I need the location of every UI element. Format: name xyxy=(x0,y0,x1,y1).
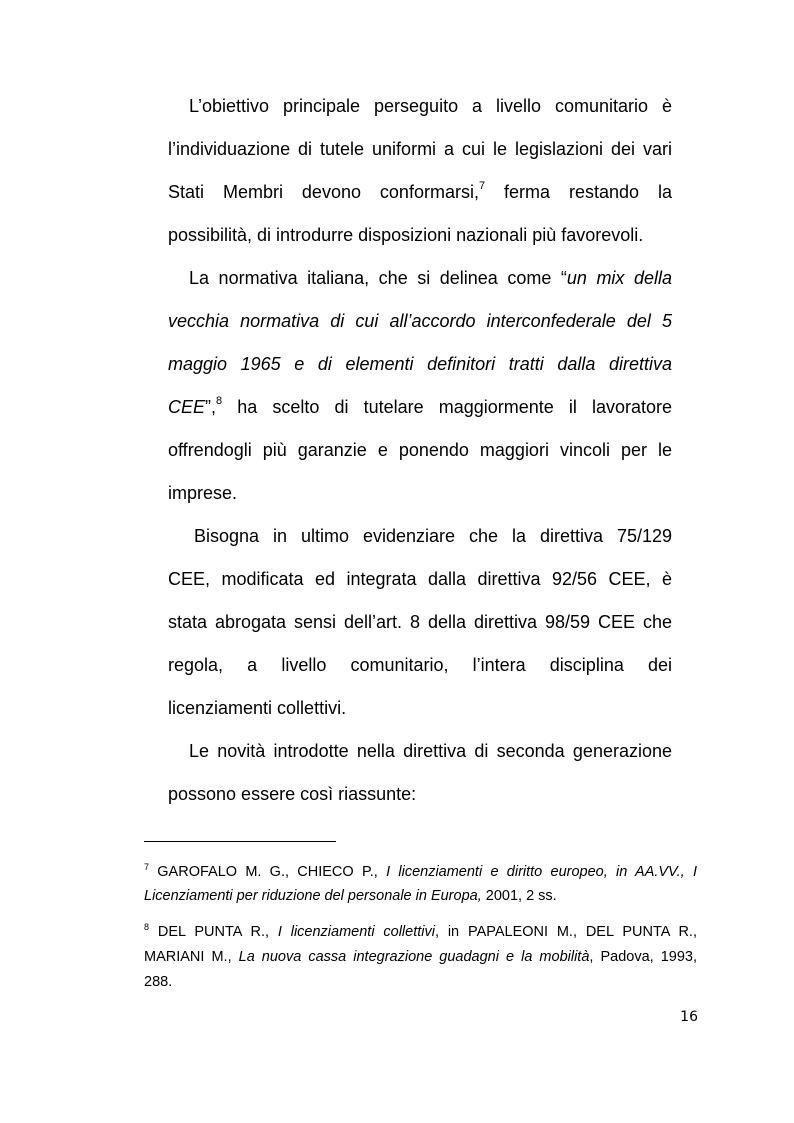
page-number: 16 xyxy=(680,1009,698,1025)
body-line: possono essere così riassunte: xyxy=(168,784,417,804)
body-line: licenziamenti collettivi. xyxy=(168,698,347,718)
body-line: vecchia normativa di cui all’accordo interconfederale del 5 xyxy=(168,311,672,331)
body-line: La normativa italiana, che si delinea come “un mix della xyxy=(189,268,672,288)
body-line: offrendogli più garanzie e ponendo maggiori vincoli per le xyxy=(168,440,672,460)
body-line: possibilità, di introdurre disposizioni nazionali più favorevoli. xyxy=(168,225,644,245)
body-line: CEE, modificata ed integrata dalla direttiva 92/56 CEE, è xyxy=(168,569,672,589)
body-line: Le novità introdotte nella direttiva di seconda generazione xyxy=(189,741,672,761)
footnote-separator xyxy=(144,841,336,842)
body-line: maggio 1965 e di elementi definitori tratti dalla direttiva xyxy=(168,354,672,374)
body-line: Bisogna in ultimo evidenziare che la direttiva 75/129 xyxy=(194,526,672,546)
body-line: L’obiettivo principale perseguito a livello comunitario è xyxy=(189,96,672,116)
body-line: regola, a livello comunitario, l’intera disciplina dei xyxy=(168,655,672,675)
body-line: l’individuazione di tutele uniformi a cui le legislazioni dei vari xyxy=(168,139,672,159)
body-line: CEE”,$^8$ ha scelto di tutelare maggiormente il lavoratore xyxy=(168,395,672,417)
footnote-8-line-3: 288. xyxy=(144,974,173,990)
footnote-8: $^8$ DEL PUNTA R., I licenziamenti collettivi, in PAPALEONI M., DEL PUNTA R., xyxy=(144,922,697,940)
body-line: Stati Membri devono conformarsi,$^7$ ferma restando la xyxy=(168,180,672,202)
body-line: imprese. xyxy=(168,483,238,503)
body-line: stata abrogata sensi dell’art. 8 della direttiva 98/59 CEE che xyxy=(168,612,672,632)
footnote-7: $^7$ GAROFALO M. G., CHIECO P., I licenziamenti e diritto europeo, in AA.VV., I xyxy=(144,862,698,880)
footnote-ref-7: 7 xyxy=(478,180,486,192)
footnote-7-line-2: Licenziamenti per riduzione del personale in Europa, 2001, 2 ss. xyxy=(144,888,557,904)
footnote-ref-8: 8 xyxy=(216,395,223,407)
footnote-8-line-2: MARIANI M., La nuova cassa integrazione guadagni e la mobilità, Padova, 1993, xyxy=(144,949,698,965)
